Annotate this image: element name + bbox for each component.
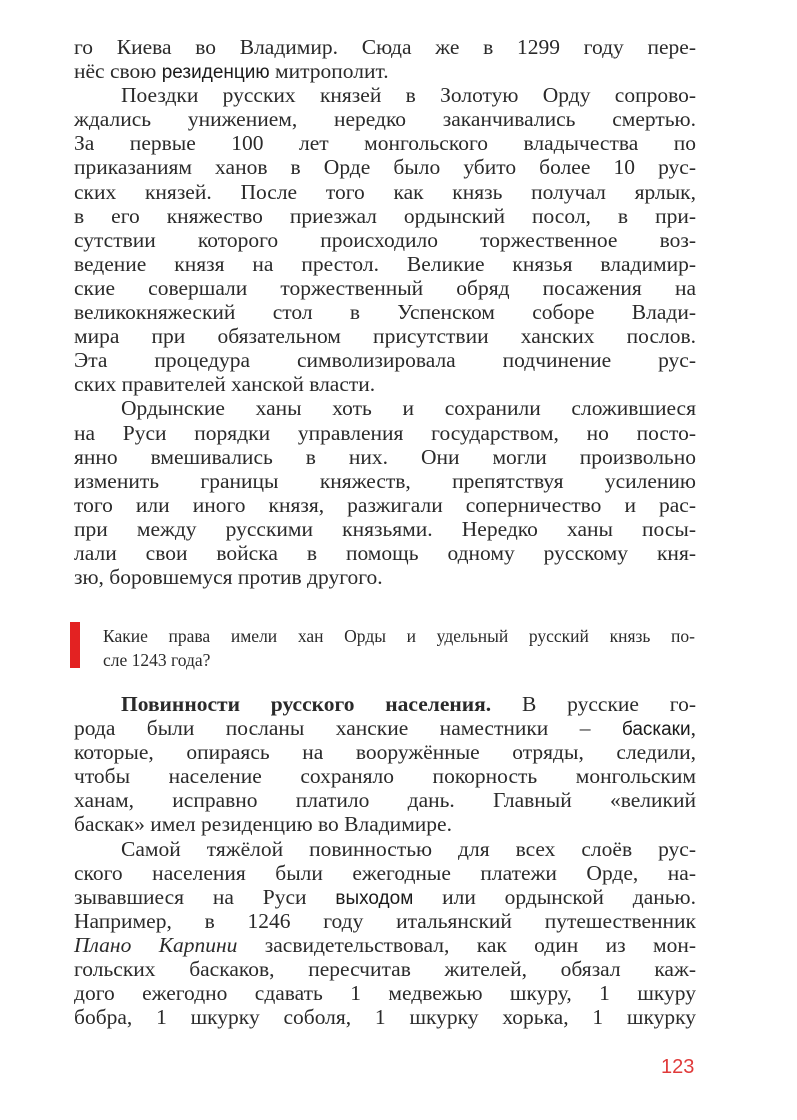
text-segment: сле 1243 года? [103, 650, 211, 670]
text-segment: чтобы население сохраняло покорность монгольским [74, 764, 696, 789]
text-segment: великокняжеский стол в Успенском соборе Влади- [74, 300, 696, 325]
text-line [74, 35, 696, 59]
text-line [74, 396, 696, 420]
page-number: 123 [661, 1056, 695, 1078]
text-segment: бобра, 1 шкурку соболя, 1 шкурку хорька, 1 шкурку [74, 1005, 696, 1030]
text-segment: приказаниям ханов в Орде было убито более 10 рус- [74, 155, 696, 180]
text-line [74, 324, 696, 348]
text-section-2 [74, 692, 696, 1029]
text-line [74, 764, 696, 788]
term: Плано Карпини [74, 932, 238, 957]
text-segment: Поездки русских князей в Золотую Орду сопрово- [121, 83, 696, 108]
term: выходом [335, 887, 414, 909]
text-line [74, 933, 696, 957]
text-segment: засвидетельствовал, как один из мон- [237, 932, 696, 957]
text-segment: ских князей. После того как князь получал ярлык, [74, 179, 696, 204]
text-line [74, 1005, 696, 1029]
term: баскаки [621, 719, 691, 741]
text-segment: рода были посланы ханские наместники – [74, 716, 622, 741]
text-segment: зывавшиеся на Руси [74, 884, 336, 909]
text-line [103, 624, 695, 648]
text-line [74, 83, 696, 107]
text-segment: ского населения были ежегодные платежи Орде, на- [74, 860, 696, 885]
text-line [74, 861, 696, 885]
section-heading: Повинности русского населения. [121, 692, 492, 716]
text-segment: которые, опираясь на вооружённые отряды, следили, [74, 740, 696, 765]
text-segment: дого ежегодно сдавать 1 медвежью шкуру, 1 шкуру [74, 981, 696, 1006]
text-line [74, 740, 696, 764]
text-segment: того или иного князя, разжигали соперничество и рас- [74, 492, 696, 517]
text-line [74, 252, 696, 276]
text-line [74, 300, 696, 324]
text-segment: , [690, 716, 696, 741]
text-segment: лали свои войска в помощь одному русскому кня- [74, 540, 696, 565]
text-segment: Например, в 1246 году итальянский путешественник [74, 908, 696, 933]
text-segment: ских правителей ханской власти. [74, 372, 376, 397]
text-segment: гольских баскаков, пересчитав жителей, обязал каж- [74, 957, 696, 982]
text-line [74, 885, 696, 909]
text-line [74, 837, 696, 861]
text-line [74, 276, 696, 300]
text-line [74, 692, 696, 716]
text-segment: зю, боровшемуся против другого. [74, 565, 383, 590]
text-segment: изменить границы княжеств, препятствуя усилению [74, 468, 696, 493]
text-segment: Эта процедура символизировала подчинение рус- [74, 348, 696, 373]
text-line [74, 565, 696, 589]
text-segment: ские совершали торжественный обряд посажения на [74, 275, 696, 300]
text-line [74, 716, 696, 740]
text-segment: митрополит. [269, 59, 389, 84]
text-segment: сутствии которого происходило торжественное воз- [74, 227, 696, 252]
text-segment: мира при обязательном присутствии ханских послов. [74, 324, 696, 349]
text-segment: ведение князя на престол. Великие князья владимир- [74, 251, 696, 276]
text-segment: при между русскими князьями. Нередко ханы посы- [74, 516, 696, 541]
text-line [74, 204, 696, 228]
text-segment: Ордынские ханы хоть и сохранили сложившиеся [121, 396, 696, 421]
text-line [74, 909, 696, 933]
text-line [74, 981, 696, 1005]
text-line [74, 107, 696, 131]
text-line [74, 372, 696, 396]
text-segment: в его княжество приезжал ордынский посол, в при- [74, 203, 696, 228]
text-line [74, 59, 696, 83]
text-segment: ханам, исправно платило дань. Главный «великий [74, 788, 696, 813]
text-line [74, 541, 696, 565]
text-line [74, 517, 696, 541]
text-line [74, 131, 696, 155]
text-segment: За первые 100 лет монгольского владычества по [74, 131, 696, 156]
text-segment: Самой тяжёлой повинностью для всех слоёв рус- [121, 836, 696, 861]
text-line [74, 812, 696, 836]
review-question [103, 624, 695, 672]
text-segment: янно вмешивались в них. Они могли произвольно [74, 444, 696, 469]
term: резиденцию [161, 62, 270, 84]
text-line [74, 445, 696, 469]
text-segment: В русские го- [491, 692, 696, 716]
text-line [74, 788, 696, 812]
text-line [74, 421, 696, 445]
question-marker [70, 622, 80, 668]
text-line [74, 180, 696, 204]
text-segment: го Киева во Владимир. Сюда же в 1299 году пере- [74, 35, 696, 59]
text-line [103, 648, 695, 672]
text-line [74, 469, 696, 493]
text-segment: нёс свою [74, 59, 162, 84]
text-line [74, 155, 696, 179]
text-segment: Какие права имели хан Орды и удельный русский князь по- [103, 626, 695, 646]
text-segment: на Руси порядки управления государством, но посто- [74, 420, 696, 445]
text-segment: или ордынской данью. [413, 884, 696, 909]
text-line [74, 228, 696, 252]
text-line [74, 493, 696, 517]
text-segment: баскак» имел резиденцию во Владимире. [74, 812, 452, 837]
text-line [74, 957, 696, 981]
text-line [74, 348, 696, 372]
text-section-1 [74, 35, 696, 589]
text-segment: ждались унижением, нередко заканчивались смертью. [74, 107, 696, 132]
